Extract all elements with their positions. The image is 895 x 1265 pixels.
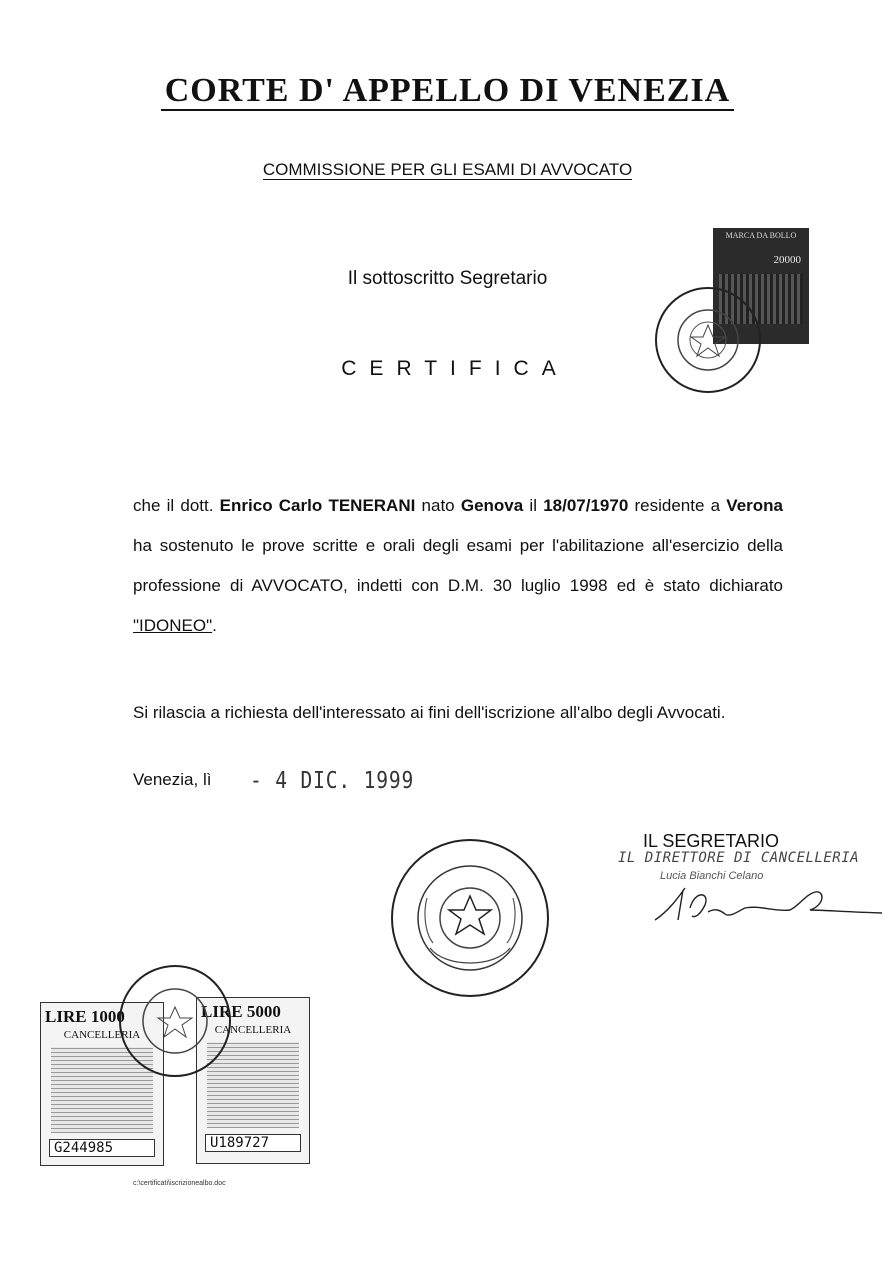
commission-heading: COMMISSIONE PER GLI ESAMI DI AVVOCATO [262,160,633,179]
undersigned-line: Il sottoscritto Segretario [347,268,548,289]
stamp-1000-value: LIRE 1000 [45,1007,125,1026]
stamp-5000-label: CANCELLERIA [214,1024,292,1036]
stamp-1000-serial: G244985 [49,1139,155,1157]
signatory-name-stamp: Lucia Bianchi Celano [660,870,764,882]
handwritten-signature [650,880,885,930]
outcome: "IDONEO" [133,616,213,635]
release-statement: Si rilascia a richiesta dell'interessato ai fini dell'iscrizione all'albo degli Avvocati. [133,703,726,722]
birthdate: 18/07/1970 [543,496,629,515]
court-seal-center [385,838,555,1003]
stamp-5000-serial: U189727 [205,1134,301,1152]
revenue-stamp-value: 20000 [773,254,801,266]
document-title: CORTE D' APPELLO DI VENEZIA [0,72,895,110]
revenue-stamp-header: MARCA DA BOLLO [725,231,797,240]
court-seal-top [648,285,768,400]
certification-paragraph: che il dott. Enrico Carlo TENERANI nato Genova il 18/07/1970 residente a Verona ha sostenuto le prove scritte e orali degli esami per l'abilitazione all'esercizio della professione di AVVOCATO, indetti con D.M. 30 luglio 1998 ed è stato dichiarato "IDONEO". [133,496,783,635]
birthplace: Genova [460,496,524,515]
signatory-role-stamp: IL DIRETTORE DI CANCELLERIA [618,850,860,866]
stamp-1000-label: CANCELLERIA [63,1029,141,1041]
candidate-name: Enrico Carlo TENERANI [219,496,416,515]
stamp-5000-value: LIRE 5000 [201,1002,281,1021]
date-stamp: - 4 DIC. 1999 [250,768,415,794]
court-seal-bottom [110,963,240,1083]
file-path: c:\certificati\iscrizionealbo.doc [133,1180,226,1187]
residence: Verona [726,496,783,515]
certifica-heading: CERTIFICA [341,357,569,380]
place-label: Venezia, lì [133,770,212,789]
signatory-title: IL SEGRETARIO [643,831,780,851]
